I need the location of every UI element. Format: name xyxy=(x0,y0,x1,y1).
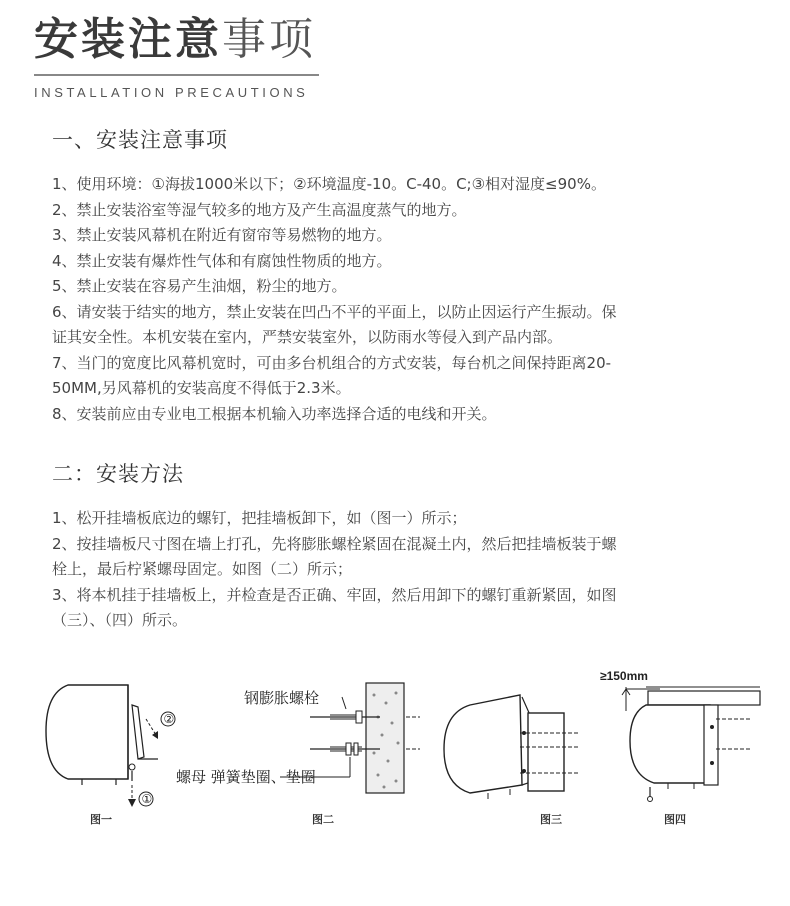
precautions-list xyxy=(52,172,742,427)
installation-figures xyxy=(40,665,760,835)
method-list xyxy=(52,506,742,634)
section-method-heading: 二：安装方法 xyxy=(52,462,184,486)
figure-2-caption: 图二 xyxy=(312,813,334,826)
figure-2 xyxy=(170,665,420,826)
figure-4-caption: 图四 xyxy=(664,813,686,826)
page-header xyxy=(34,14,324,100)
page-title xyxy=(34,14,324,66)
list-item: 2、按挂墙板尺寸图在墙上打孔，先将膨胀螺栓紧固在混凝土内，然后把挂墙板装于螺 栓上，最后柠紧螺母固定。如图（二）所示； xyxy=(52,534,617,578)
figure-1-step-1: ① xyxy=(141,792,153,806)
list-item: 8、安装前应由专业电工根据本机输入功率选择合适的电线和开关。 xyxy=(52,404,497,423)
figure-3-caption: 图三 xyxy=(540,813,562,826)
page-title-light: 事项 xyxy=(222,14,316,65)
dimension-clearance-label: ≥150mm xyxy=(600,669,648,683)
figure-3 xyxy=(440,685,590,826)
section-precautions xyxy=(52,124,742,427)
figure-4-drawing xyxy=(620,665,760,815)
title-divider xyxy=(34,74,319,76)
list-item: 1、使用环境：①海拔1000米以下；②环境温度-10。C-40。C;③相对湿度≤90%。 xyxy=(52,175,606,193)
figure-4 xyxy=(600,665,760,826)
list-item: 7、当门的宽度比风幕机宽时，可由多台机组合的方式安装，每台机之间保持距离20- 50MM,另风幕机的安装高度不得低于2.3米。 xyxy=(52,353,612,397)
section-method xyxy=(52,458,742,634)
figure-1 xyxy=(40,675,180,826)
list-item: 1、松开挂墙板底边的螺钉，把挂墙板卸下，如（图一）所示； xyxy=(52,509,467,527)
figure-1-drawing xyxy=(40,675,180,805)
figure-1-step-2: ② xyxy=(163,712,175,726)
page-subtitle: INSTALLATION PRECAUTIONS xyxy=(34,85,309,100)
list-item: 5、禁止安装在容易产生油烟，粉尘的地方。 xyxy=(52,277,347,295)
page-title-bold: 安装注意 xyxy=(34,14,222,65)
list-item: 6、请安装于结实的地方，禁止安装在凹凸不平的平面上，以防止因运行产生振动。保 证其安全性。本机安装在室内，严禁安装室外，以防雨水等侵入到产品内部。 xyxy=(52,302,617,346)
list-item: 4、禁止安装有爆炸性气体和有腐蚀性物质的地方。 xyxy=(52,251,392,270)
figure-3-drawing xyxy=(440,685,590,805)
list-item: 3、禁止安装风幕机在附近有窗帘等易燃物的地方。 xyxy=(52,226,392,244)
list-item: 2、禁止安装浴室等湿气较多的地方及产生高温度蒸气的地方。 xyxy=(52,200,467,219)
list-item: 3、将本机挂于挂墙板上，并检查是否正确、牢固，然后用卸下的螺钉重新紧固，如图 （三）、（四）所示。 xyxy=(52,585,617,629)
section-precautions-heading: 一、安装注意事项 xyxy=(52,128,228,152)
label-expansion-bolt: 钢膨胀螺栓 xyxy=(244,689,320,707)
label-nut-washers: 螺母 弹簧垫圈、垫圈 xyxy=(176,768,316,786)
figure-1-caption: 图一 xyxy=(90,813,112,826)
